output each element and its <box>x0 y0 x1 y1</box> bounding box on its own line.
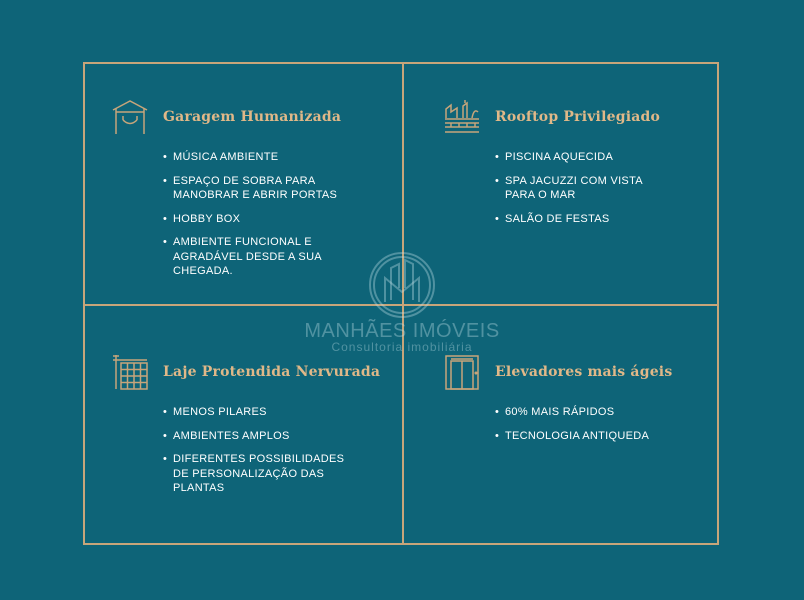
list-item: • AMBIENTES AMPLOS <box>163 429 380 444</box>
elevator-icon <box>443 353 481 391</box>
list-item: • 60% MAIS RÁPIDOS <box>495 405 672 420</box>
garage-icon <box>111 98 149 136</box>
list-item: • DIFERENTES POSSIBILIDADES DE PERSONALIZAÇÃO DAS PLANTAS <box>163 452 363 496</box>
feature-title: Rooftop Privilegiado <box>495 109 661 125</box>
feature-title: Garagem Humanizada <box>163 109 342 125</box>
building-logo-icon <box>367 250 437 320</box>
rooftop-icon <box>443 98 481 136</box>
feature-list <box>163 405 380 496</box>
list-item: • ESPAÇO DE SOBRA PARA MANOBRAR E ABRIR PORTAS <box>163 174 353 203</box>
watermark-subtitle: Consultoria imobiliária <box>331 340 473 354</box>
list-item: • PISCINA AQUECIDA <box>495 150 665 165</box>
feature-slab <box>111 353 380 505</box>
feature-elevator <box>443 353 672 452</box>
feature-title: Elevadores mais ágeis <box>495 364 673 380</box>
list-item: • TECNOLOGIA ANTIQUEDA <box>495 429 672 444</box>
slab-grid-icon <box>111 353 149 391</box>
list-item: • MÚSICA AMBIENTE <box>163 150 353 165</box>
feature-list <box>495 405 672 443</box>
feature-rooftop <box>443 98 665 235</box>
list-item: • HOBBY BOX <box>163 212 353 227</box>
list-item: • MENOS PILARES <box>163 405 380 420</box>
watermark <box>300 250 504 354</box>
watermark-name: MANHÃES IMÓVEIS <box>304 320 500 342</box>
feature-list <box>495 150 665 226</box>
feature-title: Laje Protendida Nervurada <box>163 364 381 380</box>
list-item: • AMBIENTE FUNCIONAL E AGRADÁVEL DESDE A SUA CHEGADA. <box>163 235 343 279</box>
list-item: • SALÃO DE FESTAS <box>495 212 665 227</box>
list-item: • SPA JACUZZI COM VISTA PARA O MAR <box>495 174 665 203</box>
